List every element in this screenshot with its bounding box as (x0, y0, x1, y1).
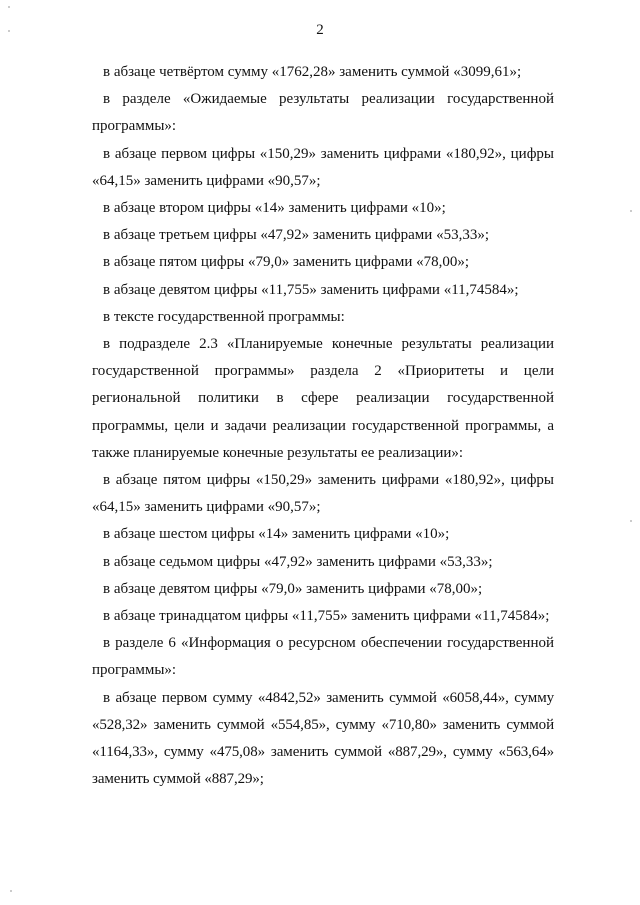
scan-artifact (10, 890, 12, 892)
paragraph: в абзаце пятом цифры «79,0» заменить цифрами «78,00»; (103, 254, 470, 271)
scan-artifact (8, 30, 10, 32)
document-body (92, 59, 554, 793)
paragraph: в абзаце втором цифры «14» заменить цифрами «10»; (103, 200, 446, 217)
paragraph: в абзаце девятом цифры «11,755» заменить цифрами «11,74584»; (103, 281, 519, 298)
paragraph: в разделе «Ожидаемые результаты реализации государственной программы»: (92, 91, 554, 135)
paragraph: в абзаце пятом цифры «150,29» заменить цифрами «180,92», цифры «64,15» заменить цифрами «90,57»; (92, 472, 554, 516)
paragraph: в абзаце тринадцатом цифры «11,755» заменить цифрами «11,74584»; (103, 608, 550, 625)
paragraph: в абзаце первом цифры «150,29» заменить цифрами «180,92», цифры «64,15» заменить цифрами «90,57»; (92, 145, 554, 189)
paragraph: в разделе 6 «Информация о ресурсном обеспечении государственной программы»: (92, 635, 554, 679)
paragraph: в абзаце третьем цифры «47,92» заменить цифрами «53,33»; (103, 227, 489, 244)
paragraph: в подразделе 2.3 «Планируемые конечные результаты реализации государственной программы» раздела 2 «Приоритеты и цели региональной политики в сфере реализации государственной программы, цели и задачи реализации государственной программы, а также планируемые конечные результаты ее реализации»: (92, 336, 554, 461)
paragraph: в абзаце четвёртом сумму «1762,28» заменить суммой «3099,61»; (103, 64, 522, 80)
paragraph: в тексте государственной программы: (103, 308, 345, 325)
paragraph: в абзаце первом сумму «4842,52» заменить суммой «6058,44», сумму «528,32» заменить суммой «554,85», сумму «710,80» заменить суммой «1164,33», сумму «475,08» заменить суммой «887,29», сумму «563,64» заменить суммой «887,29»; (92, 689, 554, 788)
scan-artifact (630, 520, 632, 522)
page-number: 2 (316, 22, 324, 38)
paragraph: в абзаце шестом цифры «14» заменить цифрами «10»; (103, 526, 450, 543)
scan-artifact (630, 210, 632, 212)
paragraph: в абзаце седьмом цифры «47,92» заменить цифрами «53,33»; (103, 553, 493, 570)
scan-artifact (8, 6, 10, 8)
paragraph: в абзаце девятом цифры «79,0» заменить цифрами «78,00»; (103, 580, 483, 597)
